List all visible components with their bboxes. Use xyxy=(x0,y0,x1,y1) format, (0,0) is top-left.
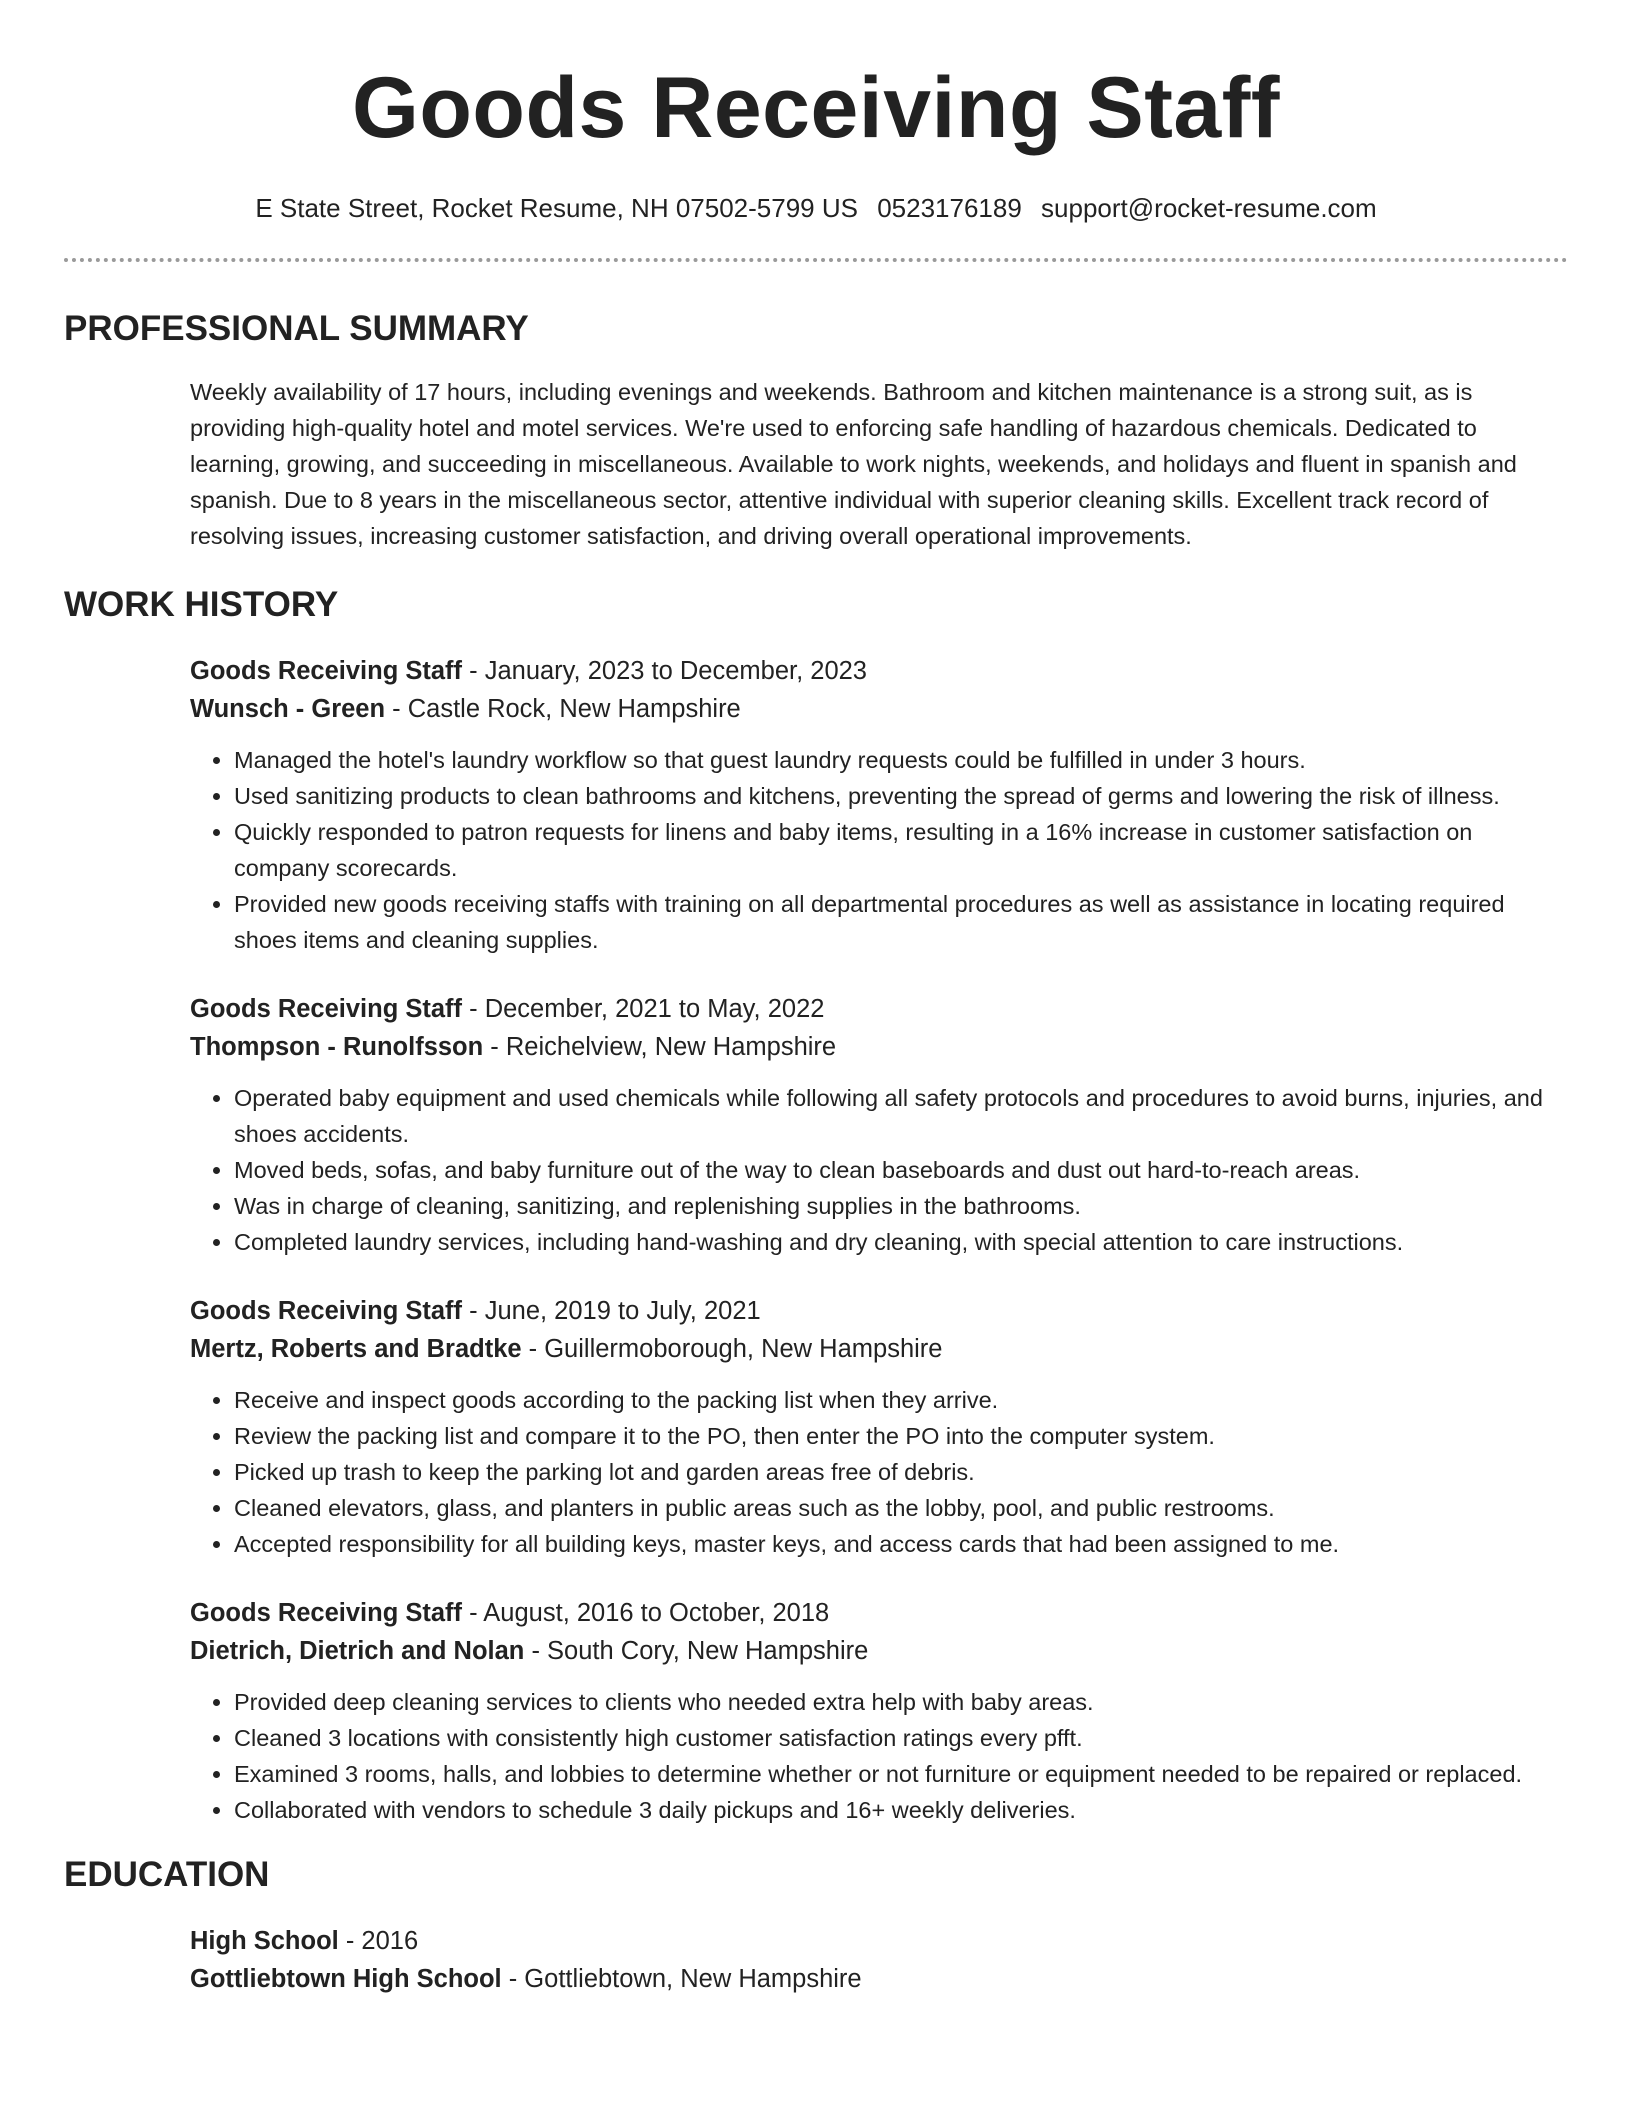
education-school-line xyxy=(190,1960,1568,1998)
job-title-line xyxy=(190,1292,1568,1330)
job-title-line xyxy=(190,652,1568,690)
job-bullet: • Collaborated with vendors to schedule 3 daily pickups and 16+ weekly deliveries. xyxy=(234,1792,1568,1828)
header-divider xyxy=(64,258,1568,262)
job-bullet: • Was in charge of cleaning, sanitizing, and replenishing supplies in the bathrooms. xyxy=(234,1188,1568,1224)
education-degree: High School xyxy=(190,1927,339,1955)
job-company-line xyxy=(190,1632,1568,1670)
job-entry xyxy=(190,990,1568,1260)
job-bullet: • Operated baby equipment and used chemicals while following all safety protocols and procedures to avoid burns, injuries, and shoes accidents. xyxy=(234,1080,1568,1152)
job-location: - Guillermoborough, New Hampshire xyxy=(521,1335,943,1363)
job-role: Goods Receiving Staff xyxy=(190,657,463,685)
job-role: Goods Receiving Staff xyxy=(190,1297,463,1325)
job-title-line xyxy=(190,1594,1568,1632)
job-bullet: • Receive and inspect goods according to the packing list when they arrive. xyxy=(234,1382,1568,1418)
job-bullets xyxy=(190,742,1568,958)
job-bullet: • Cleaned elevators, glass, and planters in public areas such as the lobby, pool, and public restrooms. xyxy=(234,1490,1568,1526)
job-company: Thompson - Runolfsson xyxy=(190,1033,484,1061)
job-company-line xyxy=(190,1028,1568,1066)
job-bullets xyxy=(190,1080,1568,1260)
job-bullet: • Quickly responded to patron requests for linens and baby items, resulting in a 16% increase in customer satisfaction on company scorecards. xyxy=(234,814,1568,886)
job-bullet: • Used sanitizing products to clean bathrooms and kitchens, preventing the spread of germs and lowering the risk of illness. xyxy=(234,778,1568,814)
education-school: Gottliebtown High School xyxy=(190,1965,502,1993)
job-bullet: • Review the packing list and compare it to the PO, then enter the PO into the computer system. xyxy=(234,1418,1568,1454)
job-dates: - January, 2023 to December, 2023 xyxy=(462,657,867,685)
job-bullet: • Picked up trash to keep the parking lot and garden areas free of debris. xyxy=(234,1454,1568,1490)
summary-heading: PROFESSIONAL SUMMARY xyxy=(64,309,529,348)
education-year: - 2016 xyxy=(338,1927,419,1955)
contact-line xyxy=(64,192,1568,224)
education-entry xyxy=(190,1922,1568,1998)
job-entry xyxy=(190,1594,1568,1828)
job-role: Goods Receiving Staff xyxy=(190,1599,463,1627)
contact-address: E State Street, Rocket Resume, NH 07502-5799 US xyxy=(255,193,858,223)
job-dates: - December, 2021 to May, 2022 xyxy=(462,995,825,1023)
job-company: Dietrich, Dietrich and Nolan xyxy=(190,1637,525,1665)
job-role: Goods Receiving Staff xyxy=(190,995,463,1023)
resume-name: Goods Receiving Staff xyxy=(352,60,1280,156)
education-location: - Gottliebtown, New Hampshire xyxy=(501,1965,862,1993)
summary-text: Weekly availability of 17 hours, including evenings and weekends. Bathroom and kitchen maintenance is a strong suit, as is providing high-quality hotel and motel services. We're used to enforcing safe handling of hazardous chemicals. Dedicated to learning, growing, and succeeding in miscellaneous. Available to work nights, weekends, and holidays and fluent in spanish and spanish. Due to 8 years in the miscellaneous sector, attentive individual with superior cleaning skills. Excellent track record of resolving issues, increasing customer satisfaction, and driving overall operational improvements. xyxy=(190,379,1517,549)
education-heading: EDUCATION xyxy=(64,1855,270,1894)
job-company: Wunsch - Green xyxy=(190,695,386,723)
job-bullet: • Completed laundry services, including hand-washing and dry cleaning, with special attention to care instructions. xyxy=(234,1224,1568,1260)
job-title-line xyxy=(190,990,1568,1028)
job-bullet: • Accepted responsibility for all building keys, master keys, and access cards that had been assigned to me. xyxy=(234,1526,1568,1562)
job-bullet: • Managed the hotel's laundry workflow so that guest laundry requests could be fulfilled in under 3 hours. xyxy=(234,742,1568,778)
job-bullet: • Examined 3 rooms, halls, and lobbies to determine whether or not furniture or equipment needed to be repaired or replaced. xyxy=(234,1756,1568,1792)
job-bullet: • Provided new goods receiving staffs with training on all departmental procedures as well as assistance in locating required shoes items and cleaning supplies. xyxy=(234,886,1568,958)
work-history-heading: WORK HISTORY xyxy=(64,585,339,624)
job-bullet: • Cleaned 3 locations with consistently high customer satisfaction ratings every pfft. xyxy=(234,1720,1568,1756)
job-company-line xyxy=(190,690,1568,728)
job-bullet: • Moved beds, sofas, and baby furniture out of the way to clean baseboards and dust out hard-to-reach areas. xyxy=(234,1152,1568,1188)
job-company: Mertz, Roberts and Bradtke xyxy=(190,1335,522,1363)
contact-email: support@rocket-resume.com xyxy=(1041,193,1377,223)
job-company-line xyxy=(190,1330,1568,1368)
job-entry xyxy=(190,652,1568,958)
job-bullets xyxy=(190,1382,1568,1562)
job-bullet: • Provided deep cleaning services to clients who needed extra help with baby areas. xyxy=(234,1684,1568,1720)
job-entry xyxy=(190,1292,1568,1562)
job-location: - Reichelview, New Hampshire xyxy=(483,1033,837,1061)
job-dates: - August, 2016 to October, 2018 xyxy=(462,1599,830,1627)
contact-phone: 0523176189 xyxy=(877,193,1022,223)
job-location: - Castle Rock, New Hampshire xyxy=(385,695,741,723)
job-location: - South Cory, New Hampshire xyxy=(524,1637,869,1665)
job-dates: - June, 2019 to July, 2021 xyxy=(462,1297,761,1325)
education-degree-line xyxy=(190,1922,1568,1960)
job-bullets xyxy=(190,1684,1568,1828)
